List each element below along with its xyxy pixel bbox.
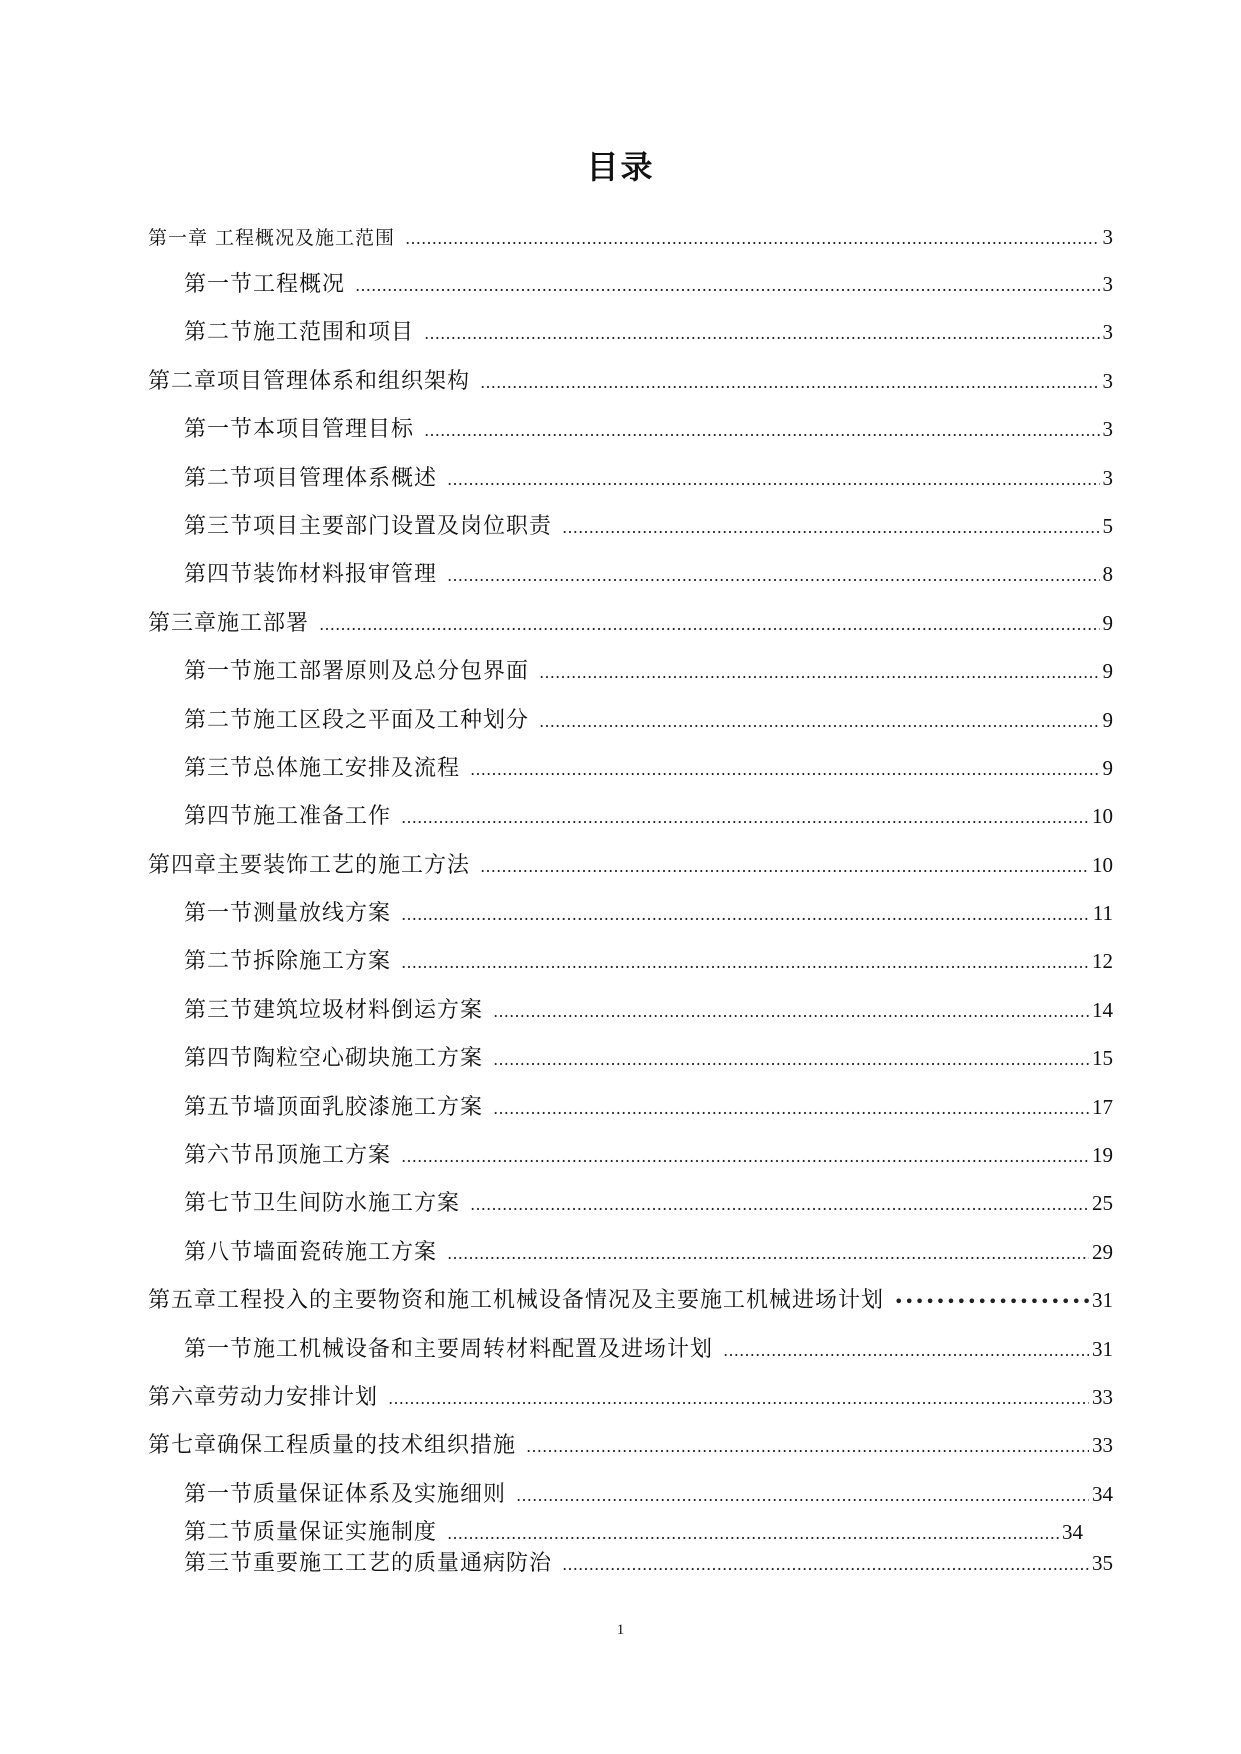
toc-entry-page: 31 <box>1092 1336 1113 1361</box>
dot-leader <box>526 1437 1089 1456</box>
toc-entry-page: 3 <box>1102 417 1113 442</box>
toc-entry-title: 第二节施工区段之平面及工种划分 <box>184 707 530 733</box>
toc-entry-title: 第七节卫生间防水施工方案 <box>184 1191 461 1217</box>
toc-entry-title: 第七章确保工程质量的技术组织措施 <box>148 1433 517 1459</box>
dot-leader <box>470 1195 1089 1214</box>
toc-entry-title: 第一节工程概况 <box>184 272 346 297</box>
toc-entry-7-3[interactable] <box>148 1546 1113 1577</box>
toc-entry-page: 19 <box>1092 1143 1113 1168</box>
toc-entry-page: 11 <box>1092 901 1113 926</box>
toc-entry-chapter-1[interactable] <box>148 223 1113 267</box>
dot-leader <box>401 953 1089 972</box>
dot-leader <box>424 324 1099 343</box>
dot-leader <box>539 712 1099 731</box>
toc-entry-4-1[interactable] <box>148 896 1113 944</box>
toc-entry-title: 第六章劳动力安排计划 <box>148 1384 379 1410</box>
toc-entry-title: 第三节总体施工安排及流程 <box>184 755 461 781</box>
toc-entry-4-3[interactable] <box>148 993 1113 1041</box>
dot-leader <box>401 808 1089 827</box>
toc-entry-title: 第三节重要施工工艺的质量通病防治 <box>184 1550 553 1576</box>
toc-entry-title: 第一节质量保证体系及实施细则 <box>184 1481 507 1507</box>
dot-leader <box>401 905 1090 924</box>
toc-entry-title: 第四节施工准备工作 <box>184 804 392 830</box>
toc-entry-title: 第一节本项目管理目标 <box>184 417 415 443</box>
toc-entry-title: 第六节吊顶施工方案 <box>184 1143 392 1169</box>
toc-entry-4-8[interactable] <box>148 1235 1113 1283</box>
toc-entry-4-7[interactable] <box>148 1186 1113 1234</box>
dot-leader <box>470 760 1099 779</box>
toc-entry-page: 31 <box>1092 1288 1113 1313</box>
dot-leader <box>447 470 1099 489</box>
toc-entry-page: 10 <box>1092 852 1113 877</box>
dot-leader <box>493 1050 1089 1069</box>
toc-entry-chapter-6[interactable] <box>148 1380 1113 1428</box>
toc-entry-3-4[interactable] <box>148 799 1113 847</box>
dot-leader <box>894 1292 1089 1311</box>
dot-leader <box>447 566 1099 585</box>
toc-entry-page: 3 <box>1102 465 1113 490</box>
toc-entry-1-1[interactable] <box>148 267 1113 315</box>
toc-entry-page: 9 <box>1102 610 1113 635</box>
dot-leader <box>319 615 1099 634</box>
toc-entry-title: 第二节项目管理体系概述 <box>184 465 438 491</box>
toc-entry-page: 3 <box>1102 368 1113 393</box>
toc-entry-title: 第三节建筑垃圾材料倒运方案 <box>184 997 484 1023</box>
toc-entry-page: 29 <box>1092 1239 1113 1264</box>
toc-entry-page: 9 <box>1102 755 1113 780</box>
toc-entry-title: 第二章项目管理体系和组织架构 <box>148 368 471 394</box>
toc-entry-page: 5 <box>1102 513 1113 538</box>
toc-entry-title: 第五章工程投入的主要物资和施工机械设备情况及主要施工机械进场计划 <box>148 1288 885 1314</box>
dot-leader <box>723 1341 1089 1360</box>
dot-leader <box>447 1524 1059 1543</box>
toc-entry-title: 第二节质量保证实施制度 <box>184 1519 438 1545</box>
toc-entry-page: 33 <box>1092 1433 1113 1458</box>
toc-entry-page: 34 <box>1062 1519 1083 1544</box>
toc-entry-4-6[interactable] <box>148 1138 1113 1186</box>
dot-leader <box>355 276 1099 295</box>
toc-entry-page: 12 <box>1092 949 1113 974</box>
toc-entry-page: 8 <box>1102 562 1113 587</box>
table-of-contents <box>148 223 1113 1577</box>
toc-entry-7-1[interactable] <box>148 1477 1113 1515</box>
toc-entry-2-4[interactable] <box>148 557 1113 605</box>
toc-entry-3-3[interactable] <box>148 751 1113 799</box>
dot-leader <box>424 421 1099 440</box>
toc-entry-chapter-4[interactable] <box>148 848 1113 896</box>
page-title: 目录 <box>586 148 655 186</box>
toc-entry-title: 第四章主要装饰工艺的施工方法 <box>148 852 471 878</box>
toc-entry-title: 第一节施工部署原则及总分包界面 <box>184 659 530 685</box>
toc-entry-1-2[interactable] <box>148 315 1113 363</box>
dot-leader <box>493 1002 1089 1021</box>
toc-entry-page: 33 <box>1092 1384 1113 1409</box>
toc-entry-title: 第八节墙面瓷砖施工方案 <box>184 1239 438 1265</box>
toc-entry-title: 第二节拆除施工方案 <box>184 949 392 975</box>
toc-entry-page: 34 <box>1092 1481 1113 1506</box>
toc-entry-title: 第一节施工机械设备和主要周转材料配置及进场计划 <box>184 1336 714 1362</box>
page-number: 1 <box>616 1622 625 1638</box>
toc-entry-page: 9 <box>1102 707 1113 732</box>
toc-entry-chapter-3[interactable] <box>148 606 1113 654</box>
toc-entry-page: 3 <box>1102 320 1113 345</box>
dot-leader <box>562 518 1099 537</box>
toc-entry-2-1[interactable] <box>148 412 1113 460</box>
dot-leader <box>493 1099 1089 1118</box>
dot-leader <box>447 1244 1089 1263</box>
toc-entry-3-1[interactable] <box>148 654 1113 702</box>
toc-entry-title: 第三章施工部署 <box>148 610 310 636</box>
toc-entry-page: 3 <box>1102 225 1113 249</box>
toc-entry-chapter-2[interactable] <box>148 364 1113 412</box>
toc-entry-title: 第四节装饰材料报审管理 <box>184 562 438 588</box>
toc-entry-2-3[interactable] <box>148 509 1113 557</box>
toc-entry-4-4[interactable] <box>148 1041 1113 1089</box>
toc-entry-7-2[interactable] <box>148 1515 1113 1546</box>
toc-entry-title: 第一章 工程概况及施工范围 <box>148 227 396 249</box>
toc-entry-title: 第四节陶粒空心砌块施工方案 <box>184 1046 484 1072</box>
toc-entry-5-1[interactable] <box>148 1332 1113 1380</box>
toc-entry-page: 10 <box>1092 804 1113 829</box>
toc-entry-page: 15 <box>1092 1046 1113 1071</box>
toc-entry-title: 第二节施工范围和项目 <box>184 320 415 346</box>
toc-entry-page: 35 <box>1092 1550 1113 1575</box>
dot-leader <box>405 229 1099 248</box>
dot-leader <box>480 857 1089 876</box>
toc-entry-page: 3 <box>1102 272 1113 296</box>
toc-entry-title: 第一节测量放线方案 <box>184 901 392 927</box>
toc-entry-page: 25 <box>1092 1191 1113 1216</box>
toc-entry-3-2[interactable] <box>148 703 1113 751</box>
dot-leader <box>539 663 1099 682</box>
toc-entry-2-2[interactable] <box>148 461 1113 509</box>
dot-leader <box>562 1555 1089 1574</box>
dot-leader <box>516 1486 1089 1505</box>
toc-entry-chapter-7[interactable] <box>148 1428 1113 1476</box>
toc-entry-page: 17 <box>1092 1094 1113 1119</box>
toc-entry-page: 14 <box>1092 997 1113 1022</box>
toc-entry-page: 9 <box>1102 659 1113 684</box>
dot-leader <box>480 373 1099 392</box>
toc-entry-chapter-5[interactable] <box>148 1283 1113 1331</box>
toc-entry-title: 第三节项目主要部门设置及岗位职责 <box>184 513 553 539</box>
dot-leader <box>388 1389 1089 1408</box>
toc-entry-title: 第五节墙顶面乳胶漆施工方案 <box>184 1094 484 1120</box>
toc-entry-4-2[interactable] <box>148 944 1113 992</box>
dot-leader <box>401 1147 1089 1166</box>
toc-entry-4-5[interactable] <box>148 1090 1113 1138</box>
